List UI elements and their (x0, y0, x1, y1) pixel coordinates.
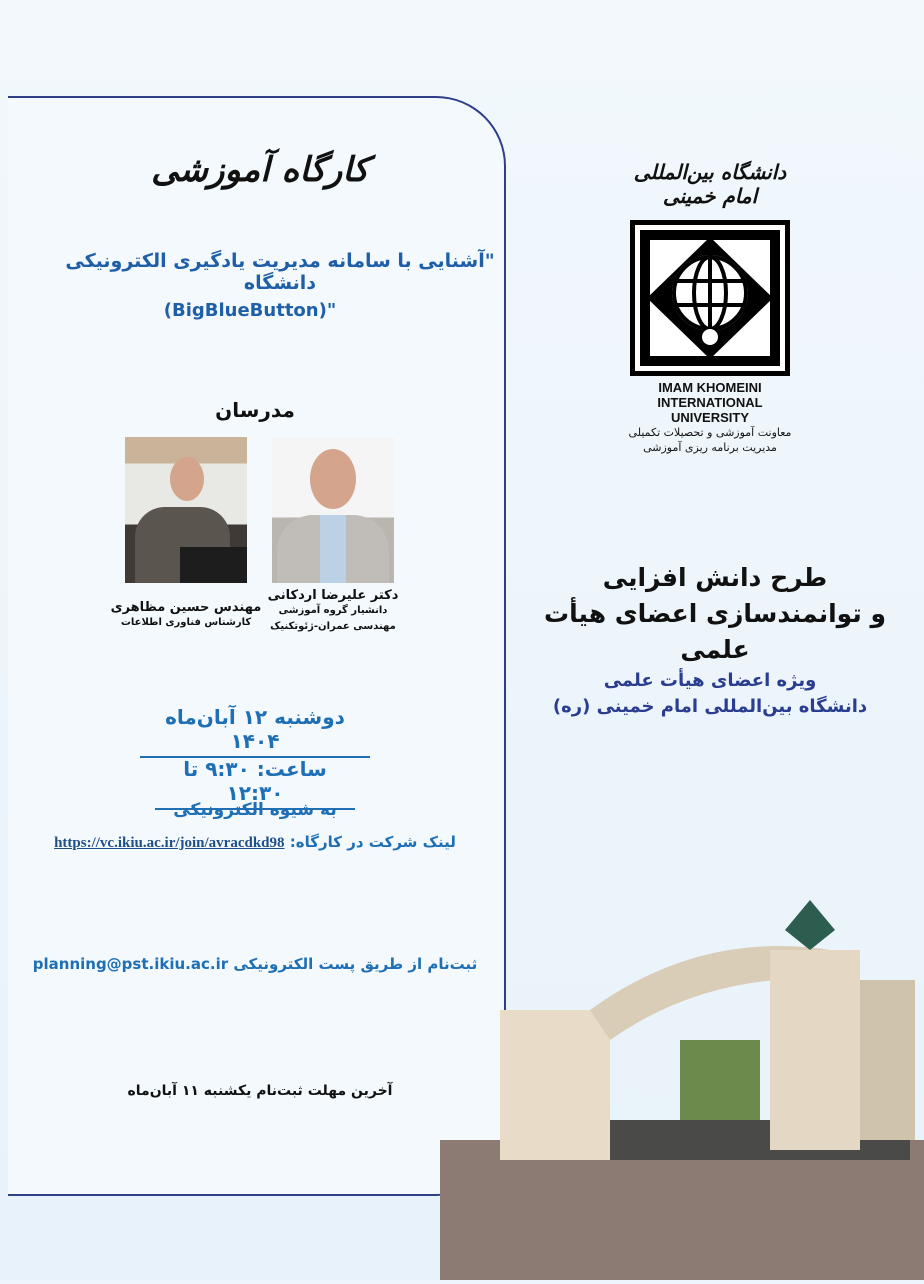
university-gate-image (440, 890, 924, 1280)
workshop-mode: به شیوه الکترونیکی (173, 800, 337, 820)
teacher-photo-ardakani (272, 437, 394, 583)
program-title (520, 560, 910, 668)
teacher-role: دانشیار گروه آموزشی (278, 605, 388, 616)
teacher-name: دکتر علیرضا اردکانی (267, 588, 399, 603)
teacher-name: مهندس حسین مظاهری (110, 600, 262, 615)
audience-line: دانشگاه بین‌المللی امام خمینی (ره) (552, 696, 868, 717)
join-link-label: لینک شرکت در کارگاه: (289, 833, 456, 851)
join-link-row (30, 833, 480, 852)
logo-emblem-icon (630, 220, 790, 376)
teacher-photo-mazaheri (125, 437, 247, 583)
workshop-subtitle-platform: (BigBlueButton)" (163, 300, 337, 321)
university-logo (625, 160, 795, 455)
university-name-line: INTERNATIONAL UNIVERSITY (657, 395, 763, 425)
university-name-en (625, 380, 795, 425)
department-line: مدیریت برنامه ریزی آموزشی (643, 441, 777, 454)
program-audience (540, 668, 880, 720)
registration-row (30, 955, 480, 973)
audience-line: ویژه اعضای هیأت علمی (603, 670, 817, 691)
teacher-card-mazaheri (110, 600, 262, 631)
registration-label: ثبت‌نام از طریق پست الکترونیکی (233, 955, 478, 973)
workshop-title: کارگاه آموزشی (151, 150, 369, 190)
program-title-line: و توانمندسازی اعضای هیأت علمی (544, 599, 886, 664)
department-line: معاونت آموزشی و تحصیلات تکمیلی (628, 426, 792, 439)
join-link[interactable]: https://vc.ikiu.ac.ir/join/avracdkd98 (54, 835, 285, 851)
teacher-card-ardakani (262, 588, 404, 635)
workshop-subtitle: "آشنایی با سامانه مدیریت یادگیری الکترونیکی دانشگاه (65, 250, 495, 294)
registration-deadline: آخرین مهلت ثبت‌نام یکشنبه ۱۱ آبان‌ماه (127, 1083, 393, 1099)
registration-email[interactable]: planning@pst.ikiu.ac.ir (32, 955, 229, 973)
teachers-heading: مدرسان (215, 398, 295, 422)
workshop-time: ساعت: ۹:۳۰ تا ۱۲:۳۰ (155, 757, 355, 810)
logo-script: دانشگاه بین‌المللی امام خمینی (633, 160, 787, 208)
teacher-role: مهندسی عمران-ژئوتکنیک (270, 621, 396, 632)
program-title-line: طرح دانش افزایی (602, 563, 828, 592)
workshop-date: دوشنبه ۱۲ آبان‌ماه ۱۴۰۴ (140, 705, 370, 758)
university-department (625, 425, 795, 455)
teacher-role: کارشناس فناوری اطلاعات (120, 617, 252, 628)
university-name-line: IMAM KHOMEINI (658, 380, 762, 395)
